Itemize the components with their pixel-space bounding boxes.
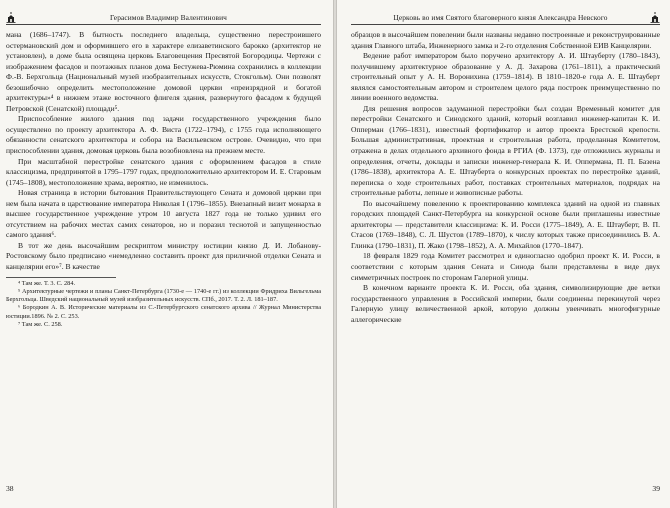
paragraph: При масштабной перестройке сенатского здания с оформлением фасадов в стиле классицизма, предпринятой в 1795–1797 годах, предположительно архитектором И. Е. Старовым (1745–1808), местоположение храма, вероятно, не изменилось. <box>6 156 321 187</box>
paragraph: Приспособление жилого здания под задачи государственного учреждения было осуществлено по проекту архитектора А. Ф. Виста (1722–1794), с 1755 года исполняющего обязанности сенатского архитектора и собора на Васильевском острове. Очевидно, что при приспособлении здания, домовая церковь была возобновлена на прежнем месте. <box>6 114 321 156</box>
footnote: ⁵ Архитектурные чертежи и планы Санкт-Петербурга (1730-е — 1740-е гг.) из коллекции Фридриха Вильгельма Берхгольца. Шведский национальный музей изобразительных искусств. СПб., 2017. Т. 2. Л. 181–187. <box>6 287 321 304</box>
paragraph: В конечном варианте проекта К. И. Росси, оба здания, символизирующие две ветки государственного управления в Российской империи, были соединены перекинутой через Галерную улицу величественной аркой, которую должны увенчивать многофигурные аллегорические <box>351 283 660 324</box>
paragraph: Ведение работ императором было поручено архитектору А. И. Штауберту (1780–1843), получившему архитектурное образование у А. Д. Захарова (1761–1811), а практический строительный опыт у А. Н. Воронихина (1759–1814). В 1810–1820-е года А. Е. Штауберт являлся самостоятельным автором и строителем целого ряда построек преимущественно по линии военного ведомства. <box>351 51 660 103</box>
footnote: ⁷ Там же. С. 258. <box>18 321 63 329</box>
page-number: 39 <box>652 484 660 493</box>
page-number: 38 <box>6 484 14 493</box>
running-head-title: Церковь во имя Святого благоверного князя Александра Невского <box>393 12 608 22</box>
paragraph: образцов в высочайшем повелении были названы недавно построенные и реконструированные здания Главного штаба, Инженерного замка и 2-го отделения Собственной ЕИВ Канцелярии. <box>351 30 660 50</box>
paragraph: По высочайшему повелению к проектированию комплекса зданий на одной из главных городских площадей Санкт-Петербурга на конкурсной основе были приглашены известные архитекторы — представители классицизма: К. И. Росси (1775–1849), А. Е. Штауберт, В. П. Стасов (1769–1848), С. Л. Шустов (1789–1870), к числу которых также присоединились В. А. Глинка (1790–1831), П. Жако (1798–1852), А. А. Михайлов (1770–1847). <box>351 198 660 250</box>
right-running-head <box>351 10 660 25</box>
footnote-rule <box>6 277 116 278</box>
right-body <box>351 30 660 325</box>
paragraph: 18 февраля 1829 года Комитет рассмотрел и единогласно одобрил проект К. И. Росси, в соответствии с которым здания Сената и Синода были представлены в виде двух симметричных построек по сторонам Галерной улицы. <box>351 251 660 282</box>
paragraph: мана (1686–1747). В бытность последнего владельца, существенно перестроившего остермановский дом и оформившего его в характере елизаветинского барокко (архитектор не установлен), в доме была освящена церковь Благовещения Пресвятой Богородицы. Чертежи с изображением фасадов и поэтажных планов дома Бестужева-Рюмина сохранились в коллекции Ф.-В. Берхгольца (Национальный музей изобразительных искусств, Стокгольм). Они позволят безошибочно определить местоположение домовой церкви «преизрядной и богатой архитектуры»⁴ в нижнем этаже восточного флигеля здания, развернутого фасадом к будущей Петровской (Сенатской) площади⁵. <box>6 30 321 113</box>
left-running-head <box>6 10 321 25</box>
footnote: ⁴ Там же. Т. 3. С. 284. <box>18 279 76 287</box>
left-page <box>0 0 333 508</box>
church-icon <box>6 12 16 23</box>
running-head-title: Герасимов Владимир Валентинович <box>110 12 227 22</box>
left-body <box>6 30 321 329</box>
church-icon <box>650 12 660 23</box>
footnote: ⁶ Бородкин А. В. Исторические материалы из С.-Петербургского сенатского архива // Журнал Министерства юстиции.1896. № 2. С. 253. <box>6 304 321 320</box>
right-page <box>337 0 670 508</box>
paragraph: В тот же день высочайшим рескриптом министру юстиции князю Д. И. Лобанову-Ростовскому было предписано «немедленно составить проект для приличной отделки Сената и канцелярии его»⁷. В качестве <box>6 240 321 272</box>
paragraph: Новая страница в истории бытования Правительствующего Сената и домовой церкви при нем была начата в царствование императора Николая I (1796–1855). Внезапный визит монарха в высшее государственное учреждение утром 10 августа 1827 года не только удивил его отсутствием на рабочих местах самих сенаторов, но и поразил теснотой и запущенностью самого здания⁶. <box>6 188 321 240</box>
paragraph: Для решения вопросов задуманной перестройки был создан Временный комитет для перестройки Сенатского и Синодского зданий, который возглавил инженер-капитан К. И. Опперман (1766–1831), известный фортификатор и автор проекта Брестской крепости. Большая административная, проектная и строительная работа, проделанная Комитетом, отражена в делах отдельного архивного фонда в РГИА (Ф. 1373), где отложились журналы и определения, отчеты, доклады и записки инженер-генерала К. И. Оппермана, П. П. Базена (1786–1838), архитектора А. Е. Штауберта о конкурсных проектах по перестройке зданий, переписка о ходе строительных работ, поставках строительных материалов, подрядах на строительные работы, лепные и живописные работы. <box>351 103 660 198</box>
